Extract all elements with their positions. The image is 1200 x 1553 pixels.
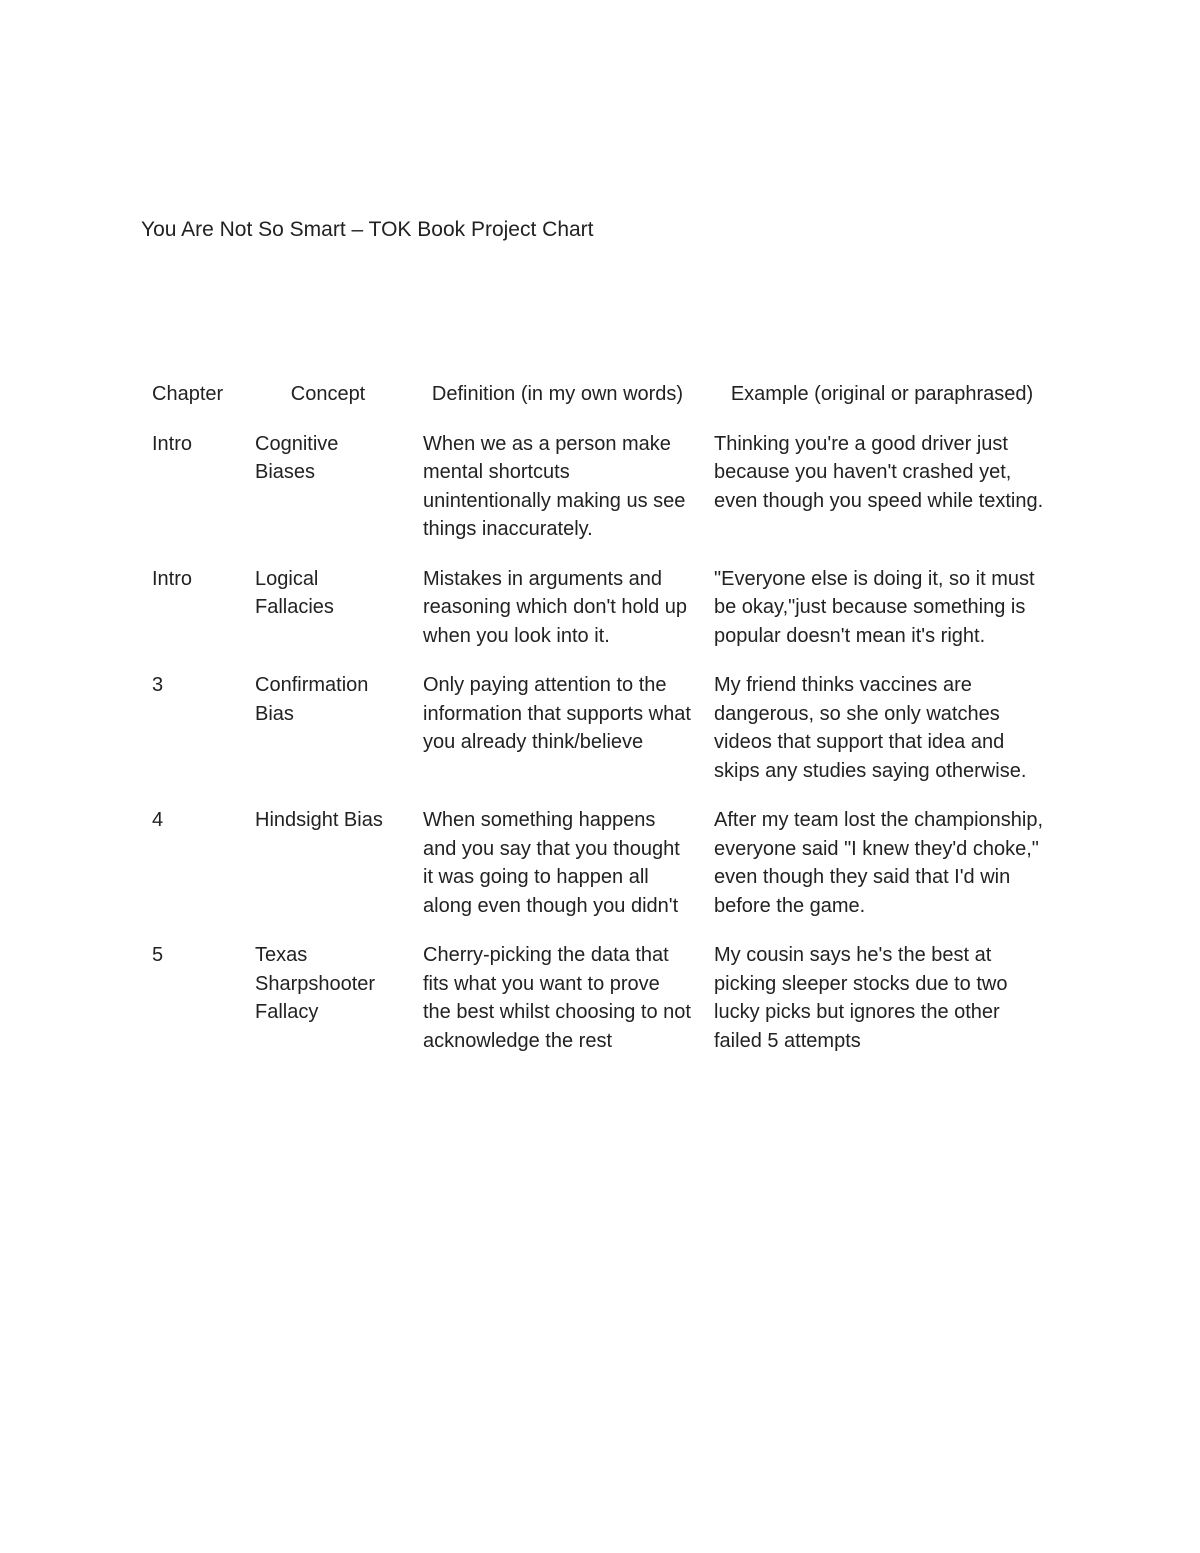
table-row [141, 806, 1061, 941]
cell-chapter: 3 [152, 674, 164, 696]
cell-definition: Cherry-picking the data that fits what you want to prove the best whilst choosing to not acknowledge the rest [423, 944, 691, 1052]
table-row [141, 941, 1061, 1076]
cell-definition: Only paying attention to the information that supports what you already think/believe [423, 674, 691, 753]
cell-definition: When something happens and you say that you thought it was going to happen all along even though you didn't [423, 809, 680, 917]
cell-chapter: 4 [152, 809, 164, 831]
cell-example: My cousin says he's the best at picking sleeper stocks due to two lucky picks but ignores the other failed 5 attempts [714, 944, 1008, 1052]
cell-concept: Texas Sharpshooter Fallacy [255, 944, 376, 1023]
cell-example: My friend thinks vaccines are dangerous, so she only watches videos that support that idea and skips any studies saying otherwise. [714, 674, 1027, 782]
cell-concept: Confirmation Bias [255, 674, 369, 725]
cell-chapter: Intro [152, 432, 193, 455]
table-header-row [141, 380, 1061, 430]
cell-definition: When we as a person make mental shortcuts unintentionally making us see things inaccurately. [423, 432, 686, 540]
document-title: You Are Not So Smart – TOK Book Project Chart [141, 218, 594, 241]
cell-concept: Hindsight Bias [255, 809, 383, 831]
cell-example: After my team lost the championship, everyone said "I knew they'd choke," even though they said that I'd win before the game. [714, 809, 1044, 917]
book-project-table [141, 380, 1061, 1076]
table-row [141, 430, 1061, 565]
table-row [141, 565, 1061, 672]
table-row [141, 671, 1061, 806]
header-definition: Definition (in my own words) [431, 383, 684, 405]
cell-example: Thinking you're a good driver just because you haven't crashed yet, even though you speed while texting. [714, 432, 1044, 512]
cell-chapter: 5 [152, 944, 164, 966]
cell-concept: Logical Fallacies [255, 567, 334, 618]
header-example: Example (original or paraphrased) [730, 383, 1034, 405]
header-chapter: Chapter [152, 383, 224, 405]
cell-example: "Everyone else is doing it, so it must be okay,"just because something is popular doesn't mean it's right. [714, 567, 1035, 647]
cell-definition: Mistakes in arguments and reasoning which don't hold up when you look into it. [423, 567, 688, 647]
cell-chapter: Intro [152, 567, 193, 590]
header-concept: Concept [290, 383, 366, 405]
cell-concept: Cognitive Biases [255, 432, 339, 483]
